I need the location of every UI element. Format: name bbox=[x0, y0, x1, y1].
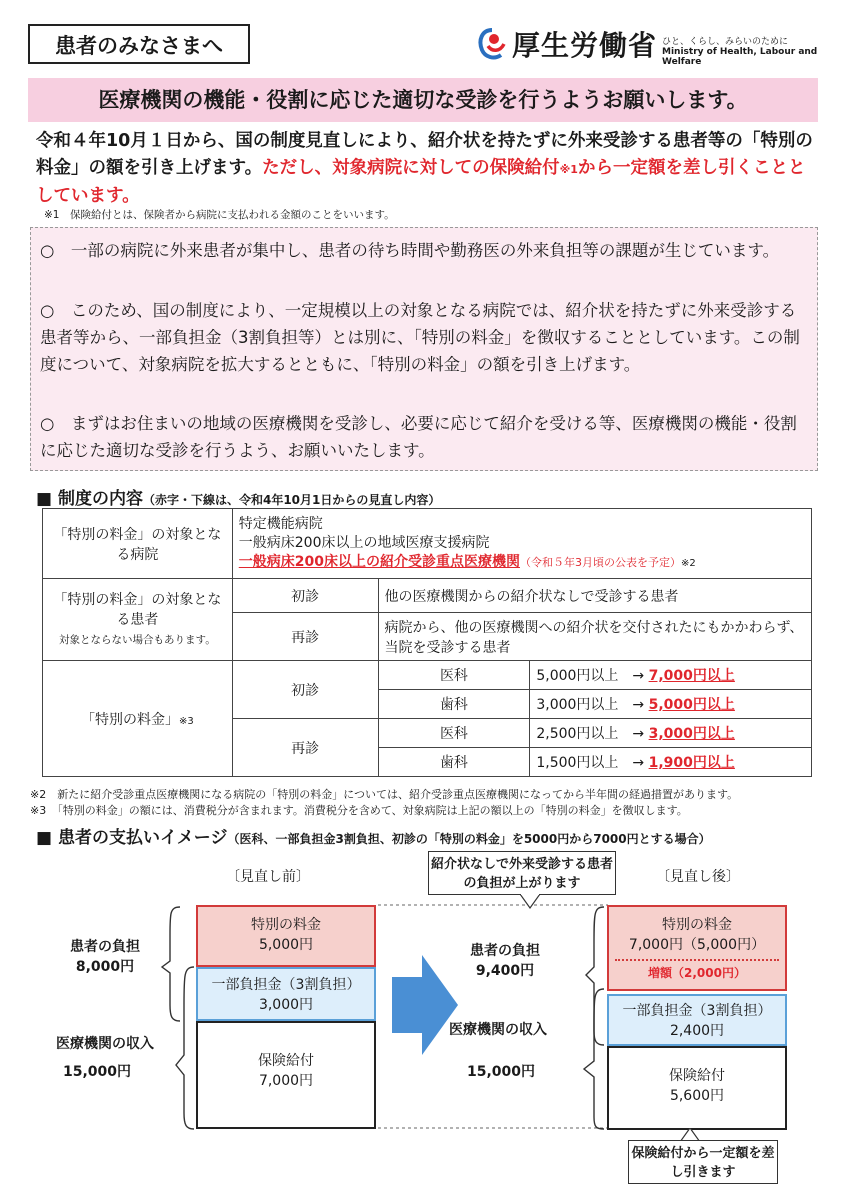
table-cell: 他の医療機関からの紹介状なしで受診する患者 bbox=[378, 579, 811, 613]
after-copay-box: 一部負担金（3割負担） 2,400円 bbox=[607, 994, 787, 1046]
callout-pointer bbox=[520, 894, 540, 910]
table-cell: 1,500円以上 → 1,900円以上 bbox=[530, 748, 812, 777]
mhlw-logo-icon bbox=[474, 26, 510, 62]
before-label: 〔見直し前〕 bbox=[226, 869, 310, 885]
before-income-value: 15,000円 bbox=[62, 1064, 132, 1080]
before-brackets bbox=[150, 905, 196, 1133]
increase-label: 増額（2,000円） bbox=[615, 959, 779, 983]
table-cell: 病院から、他の医療機関への紹介状を交付されたにもかかわらず、当院を受診する患者 bbox=[378, 613, 811, 661]
system-table bbox=[42, 508, 812, 777]
table-cell: 2,500円以上 → 3,000円以上 bbox=[530, 719, 812, 748]
bullet-item: ○ 一部の病院に外来患者が集中し、患者の待ち時間や勤務医の外来負担等の課題が生じています。 bbox=[40, 241, 780, 260]
after-income-label: 医療機関の収入 bbox=[449, 1022, 547, 1038]
main-banner: 医療機関の機能・役割に応じた適切な受診を行うようお願いします。 bbox=[28, 78, 818, 122]
bullet-item: ○ まずはお住まいの地域の医療機関を受診し、必要に応じて紹介を受ける等、医療機関の機能・役割に応じた適切な受診を行うよう、お願いいたします。 bbox=[40, 414, 797, 460]
table-row-head: 「特別の料金」の対象となる病院 bbox=[43, 509, 233, 579]
audience-heading: 患者のみなさまへ bbox=[28, 24, 250, 64]
section-heading: ■ 患者の支払いイメージ（医科、一部負担金3割負担、初診の「特別の料金」を5000円から7000円とする場合） bbox=[36, 828, 711, 848]
ministry-name: 厚生労働省 bbox=[512, 29, 658, 62]
table-cell: 歯科 bbox=[378, 748, 530, 777]
ministry-english-name: Ministry of Health, Labour and Welfare bbox=[662, 47, 818, 67]
table-cell: 3,000円以上 → 5,000円以上 bbox=[530, 690, 812, 719]
after-insurance-box: 保険給付 5,600円 bbox=[607, 1046, 787, 1130]
section-heading: ■ 制度の内容（赤字・下線は、令和4年10月1日からの見直し内容） bbox=[36, 489, 441, 509]
table-cell: 5,000円以上 → 7,000円以上 bbox=[530, 661, 812, 690]
before-income-label: 医療機関の収入 bbox=[56, 1036, 154, 1052]
after-income-value: 15,000円 bbox=[466, 1064, 536, 1080]
bullet-item: ○ このため、国の制度により、一定規模以上の対象となる病院では、紹介状を持たずに外来受診する患者等から、一部負担金（3割負担等）とは別に、「特別の料金」を徴収することとしています。この制度について、対象病院を拡大するとともに、「特別の料金」の額を引き上げます。 bbox=[40, 301, 800, 374]
table-cell: 初診 bbox=[232, 661, 378, 719]
table-cell: 再診 bbox=[232, 719, 378, 777]
lead-paragraph: 令和４年10月１日から、国の制度見直しにより、紹介状を持たずに外来受診する患者等の「特別の料金」の額を引き上げます。ただし、対象病院に対しての保険給付※1から一定額を差し引くこととしています。 bbox=[36, 131, 813, 206]
after-label: 〔見直し後〕 bbox=[656, 869, 740, 885]
table-cell: 再診 bbox=[232, 613, 378, 661]
before-burden-label: 患者の負担 8,000円 bbox=[70, 939, 140, 975]
deduction-note-box: 保険給付から一定額を差し引きます bbox=[628, 1140, 778, 1184]
table-cell: 初診 bbox=[232, 579, 378, 613]
after-special-fee-box: 特別の料金 7,000円（5,000円） 増額（2,000円） bbox=[607, 905, 787, 991]
table-cell: 歯科 bbox=[378, 690, 530, 719]
table-cell: 医科 bbox=[378, 719, 530, 748]
footnote-2: ※2 新たに紹介受診重点医療機関になる病院の「特別の料金」については、紹介受診重点医療機関になってから半年間の経過措置があります。 bbox=[30, 788, 739, 801]
before-special-fee-box: 特別の料金 5,000円 bbox=[196, 905, 376, 967]
footnote-3: ※3 「特別の料金」の額には、消費税分が含まれます。消費税分を含めて、対象病院は上記の額以上の「特別の料金」を徴収します。 bbox=[30, 804, 688, 817]
before-insurance-box: 保険給付 7,000円 bbox=[196, 1021, 376, 1129]
after-brackets bbox=[548, 905, 608, 1133]
callout-box: 紹介状なしで外来受診する患者の負担が上がります bbox=[428, 851, 616, 895]
ministry-tagline: ひと、くらし、みらいのために bbox=[662, 37, 789, 47]
after-burden-label: 患者の負担 9,400円 bbox=[470, 943, 540, 979]
before-copay-box: 一部負担金（3割負担） 3,000円 bbox=[196, 967, 376, 1021]
table-row-head: 「特別の料金」の対象となる患者 対象とならない場合もあります。 bbox=[43, 579, 233, 661]
table-cell: 特定機能病院 一般病床200床以上の地域医療支援病院 一般病床200床以上の紹介受診重点医療機関（令和５年3月頃の公表を予定）※2 bbox=[232, 509, 811, 579]
table-cell: 医科 bbox=[378, 661, 530, 690]
table-row-head: 「特別の料金」※3 bbox=[43, 661, 233, 777]
footnote-1: ※1 保険給付とは、保険者から病院に支払われる金額のことをいいます。 bbox=[44, 209, 395, 221]
